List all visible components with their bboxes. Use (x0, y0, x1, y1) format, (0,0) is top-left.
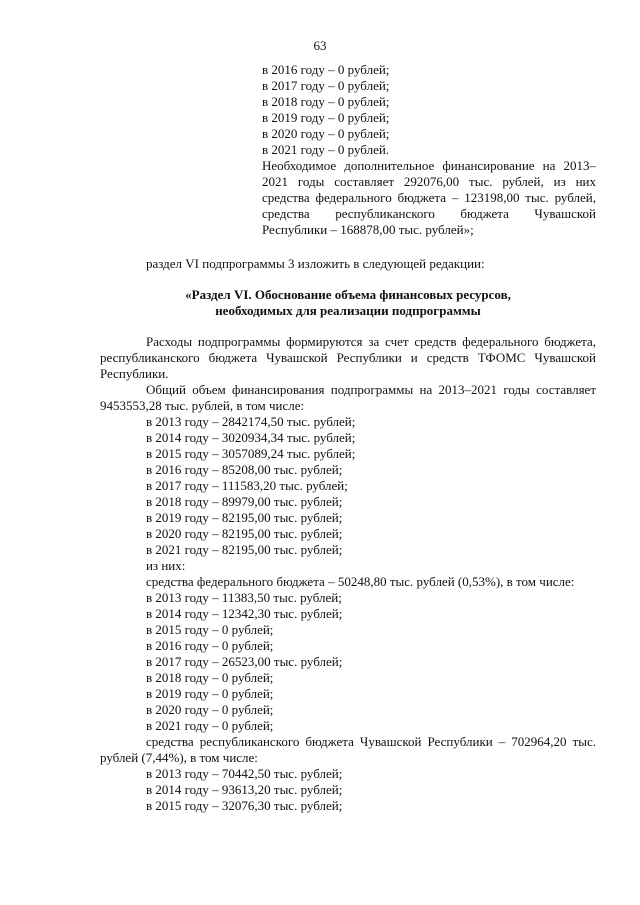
federal-year-line: в 2019 году – 0 рублей; (146, 686, 274, 701)
year-line: в 2020 году – 0 рублей; (262, 126, 390, 141)
republic-year-line: в 2014 году – 93613,20 тыс. рублей; (146, 782, 343, 797)
total-year-line: в 2018 году – 89979,00 тыс. рублей; (146, 494, 343, 509)
republic-year-line: в 2013 году – 70442,50 тыс. рублей; (146, 766, 343, 781)
additional-financing-paragraph: Необходимое дополнительное финансирование на 2013–2021 годы составляет 292076,00 тыс. рублей, из них средства федерального бюджета – 123198,00 тыс. рублей, средства республиканского бюджета Чувашской Республики – 168878,00 тыс. рублей»; (262, 158, 596, 237)
of-them-label: из них: (146, 558, 186, 573)
total-year-line: в 2021 году – 82195,00 тыс. рублей; (146, 542, 343, 557)
page-number: 63 (313, 38, 327, 53)
year-line: в 2019 году – 0 рублей; (262, 110, 390, 125)
federal-year-line: в 2013 году – 11383,50 тыс. рублей; (146, 590, 342, 605)
year-line: в 2016 году – 0 рублей; (262, 62, 390, 77)
total-year-line: в 2015 году – 3057089,24 тыс. рублей; (146, 446, 356, 461)
total-year-line: в 2016 году – 85208,00 тыс. рублей; (146, 462, 343, 477)
intro-text: раздел VI подпрограммы 3 изложить в следующей редакции: (146, 256, 485, 271)
section-heading-line1: «Раздел VI. Обоснование объема финансовых ресурсов, (185, 287, 511, 302)
federal-year-line: в 2016 году – 0 рублей; (146, 638, 274, 653)
year-line: в 2021 году – 0 рублей. (262, 142, 390, 157)
federal-year-line: в 2017 году – 26523,00 тыс. рублей; (146, 654, 343, 669)
total-year-line: в 2019 году – 82195,00 тыс. рублей; (146, 510, 343, 525)
federal-year-line: в 2020 году – 0 рублей; (146, 702, 274, 717)
federal-year-line: в 2018 году – 0 рублей; (146, 670, 274, 685)
year-line: в 2018 году – 0 рублей; (262, 94, 390, 109)
federal-year-line: в 2015 году – 0 рублей; (146, 622, 274, 637)
federal-budget-paragraph: средства федерального бюджета – 50248,80 тыс. рублей (0,53%), в том числе: (146, 574, 575, 589)
republic-year-line: в 2015 году – 32076,30 тыс. рублей; (146, 798, 343, 813)
federal-year-line: в 2021 году – 0 рублей; (146, 718, 274, 733)
expenses-paragraph: Расходы подпрограммы формируются за счет средств федерального бюджета, республиканского бюджета Чувашской Республики и средств ТФОМС Чувашской Республики. (100, 334, 596, 381)
federal-year-line: в 2014 году – 12342,30 тыс. рублей; (146, 606, 343, 621)
section-heading (100, 287, 596, 319)
total-year-line: в 2014 году – 3020934,34 тыс. рублей; (146, 430, 356, 445)
total-year-line: в 2013 году – 2842174,50 тыс. рублей; (146, 414, 356, 429)
republic-budget-paragraph: средства республиканского бюджета Чувашской Республики – 702964,20 тыс. рублей (7,44%), в том числе: (100, 734, 596, 765)
year-line: в 2017 году – 0 рублей; (262, 78, 390, 93)
main-body (100, 334, 596, 814)
total-year-line: в 2017 году – 111583,20 тыс. рублей; (146, 478, 348, 493)
total-financing-paragraph: Общий объем финансирования подпрограммы на 2013–2021 годы составляет 9453553,28 тыс. рублей, в том числе: (100, 382, 596, 413)
section-heading-line2: необходимых для реализации подпрограммы (215, 303, 481, 318)
total-year-line: в 2020 году – 82195,00 тыс. рублей; (146, 526, 343, 541)
top-block (262, 62, 596, 238)
